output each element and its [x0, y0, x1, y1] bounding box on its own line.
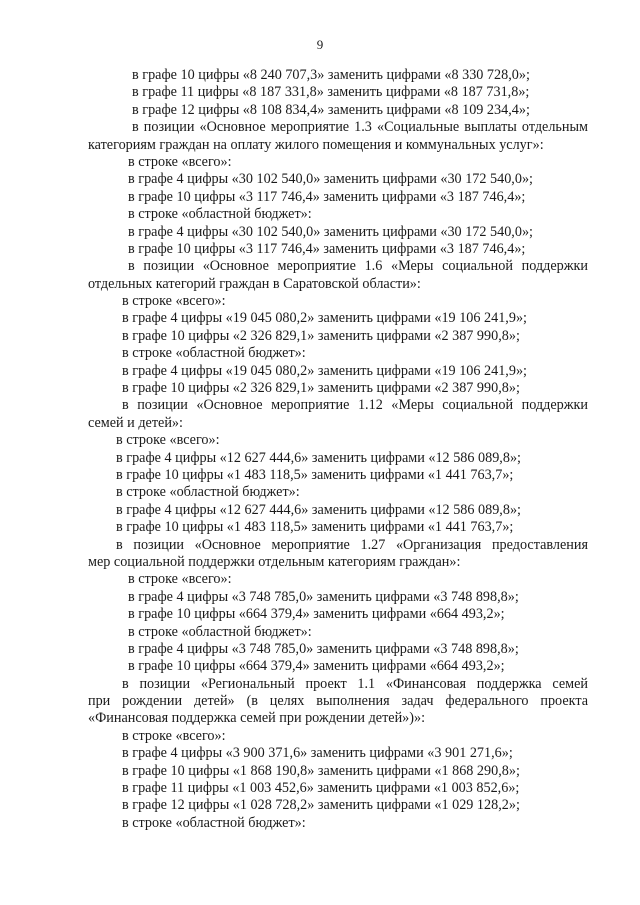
text-line: в позиции «Основное мероприятие 1.3 «Социальные выплаты отдельным — [132, 119, 588, 136]
text-line: в позиции «Основное мероприятие 1.6 «Меры социальной поддержки — [128, 258, 588, 275]
text-line: в графе 4 цифры «12 627 444,6» заменить цифрами «12 586 089,8»; — [116, 449, 521, 466]
text-line: в графе 12 цифры «8 108 834,4» заменить цифрами «8 109 234,4»; — [132, 101, 530, 118]
text-line: в графе 4 цифры «12 627 444,6» заменить цифрами «12 586 089,8»; — [116, 501, 521, 518]
text-line: в графе 10 цифры «8 240 707,3» заменить цифрами «8 330 728,0»; — [132, 67, 530, 83]
text-line: в графе 4 цифры «3 748 785,0» заменить цифрами «3 748 898,8»; — [128, 640, 519, 657]
text-line: в строке «всего»: — [128, 153, 232, 170]
text-line: семей и детей»: — [88, 414, 183, 431]
text-line: в графе 10 цифры «1 483 118,5» заменить цифрами «1 441 763,7»; — [116, 519, 514, 536]
text-line: в строке «областной бюджет»: — [122, 814, 306, 831]
text-line: в графе 12 цифры «1 028 728,2» заменить цифрами «1 029 128,2»; — [122, 797, 520, 814]
text-line: в графе 10 цифры «664 379,4» заменить цифрами «664 493,2»; — [128, 658, 505, 675]
text-line: в графе 10 цифры «1 483 118,5» заменить цифрами «1 441 763,7»; — [116, 466, 514, 483]
text-line: «Финансовая поддержка семей при рождении детей»)»: — [88, 710, 426, 727]
text-line: в строке «областной бюджет»: — [122, 345, 306, 362]
text-line: мер социальной поддержки отдельным категориям граждан»: — [88, 553, 461, 570]
text-line: в строке «всего»: — [128, 571, 232, 588]
text-line: в строке «всего»: — [122, 727, 226, 744]
text-line: в строке «областной бюджет»: — [116, 484, 300, 501]
text-line: в графе 10 цифры «664 379,4» заменить цифрами «664 493,2»; — [128, 606, 505, 623]
text-line: в строке «всего»: — [116, 432, 220, 449]
text-line: в строке «областной бюджет»: — [128, 206, 312, 223]
text-line: в графе 10 цифры «3 117 746,4» заменить цифрами «3 187 746,4»; — [128, 240, 526, 257]
text-line: в строке «областной бюджет»: — [128, 623, 312, 640]
text-line: в графе 4 цифры «30 102 540,0» заменить цифрами «30 172 540,0»; — [128, 171, 533, 188]
text-line: в графе 4 цифры «30 102 540,0» заменить цифрами «30 172 540,0»; — [128, 223, 533, 240]
text-line: в графе 10 цифры «3 117 746,4» заменить цифрами «3 187 746,4»; — [128, 188, 526, 205]
text-line: в графе 4 цифры «3 748 785,0» заменить цифрами «3 748 898,8»; — [128, 588, 519, 605]
text-line: в строке «всего»: — [122, 293, 226, 310]
text-line: в графе 10 цифры «2 326 829,1» заменить цифрами «2 387 990,8»; — [122, 327, 520, 344]
text-line: в графе 10 цифры «1 868 190,8» заменить цифрами «1 868 290,8»; — [122, 762, 520, 779]
text-line: в графе 11 цифры «8 187 331,8» заменить цифрами «8 187 731,8»; — [132, 84, 530, 101]
text-line: отдельных категорий граждан в Саратовской области»: — [88, 275, 421, 292]
text-line: в графе 10 цифры «2 326 829,1» заменить цифрами «2 387 990,8»; — [122, 380, 520, 397]
text-line: в графе 4 цифры «19 045 080,2» заменить цифрами «19 106 241,9»; — [122, 310, 527, 327]
page-number: 9 — [316, 37, 324, 52]
text-line: в позиции «Региональный проект 1.1 «Финансовая поддержка семей — [122, 675, 588, 692]
document-body — [88, 67, 588, 832]
text-line: в позиции «Основное мероприятие 1.12 «Меры социальной поддержки — [122, 397, 588, 414]
text-line: в позиции «Основное мероприятие 1.27 «Организация предоставления — [116, 536, 588, 553]
text-line: в графе 4 цифры «19 045 080,2» заменить цифрами «19 106 241,9»; — [122, 362, 527, 379]
text-line: в графе 4 цифры «3 900 371,6» заменить цифрами «3 901 271,6»; — [122, 745, 513, 762]
text-line: категориям граждан на оплату жилого помещения и коммунальных услуг»: — [88, 136, 544, 153]
text-line: в графе 11 цифры «1 003 452,6» заменить цифрами «1 003 852,6»; — [122, 780, 520, 797]
text-line: при рождении детей» (в целях выполнения задач федерального проекта — [88, 693, 588, 710]
